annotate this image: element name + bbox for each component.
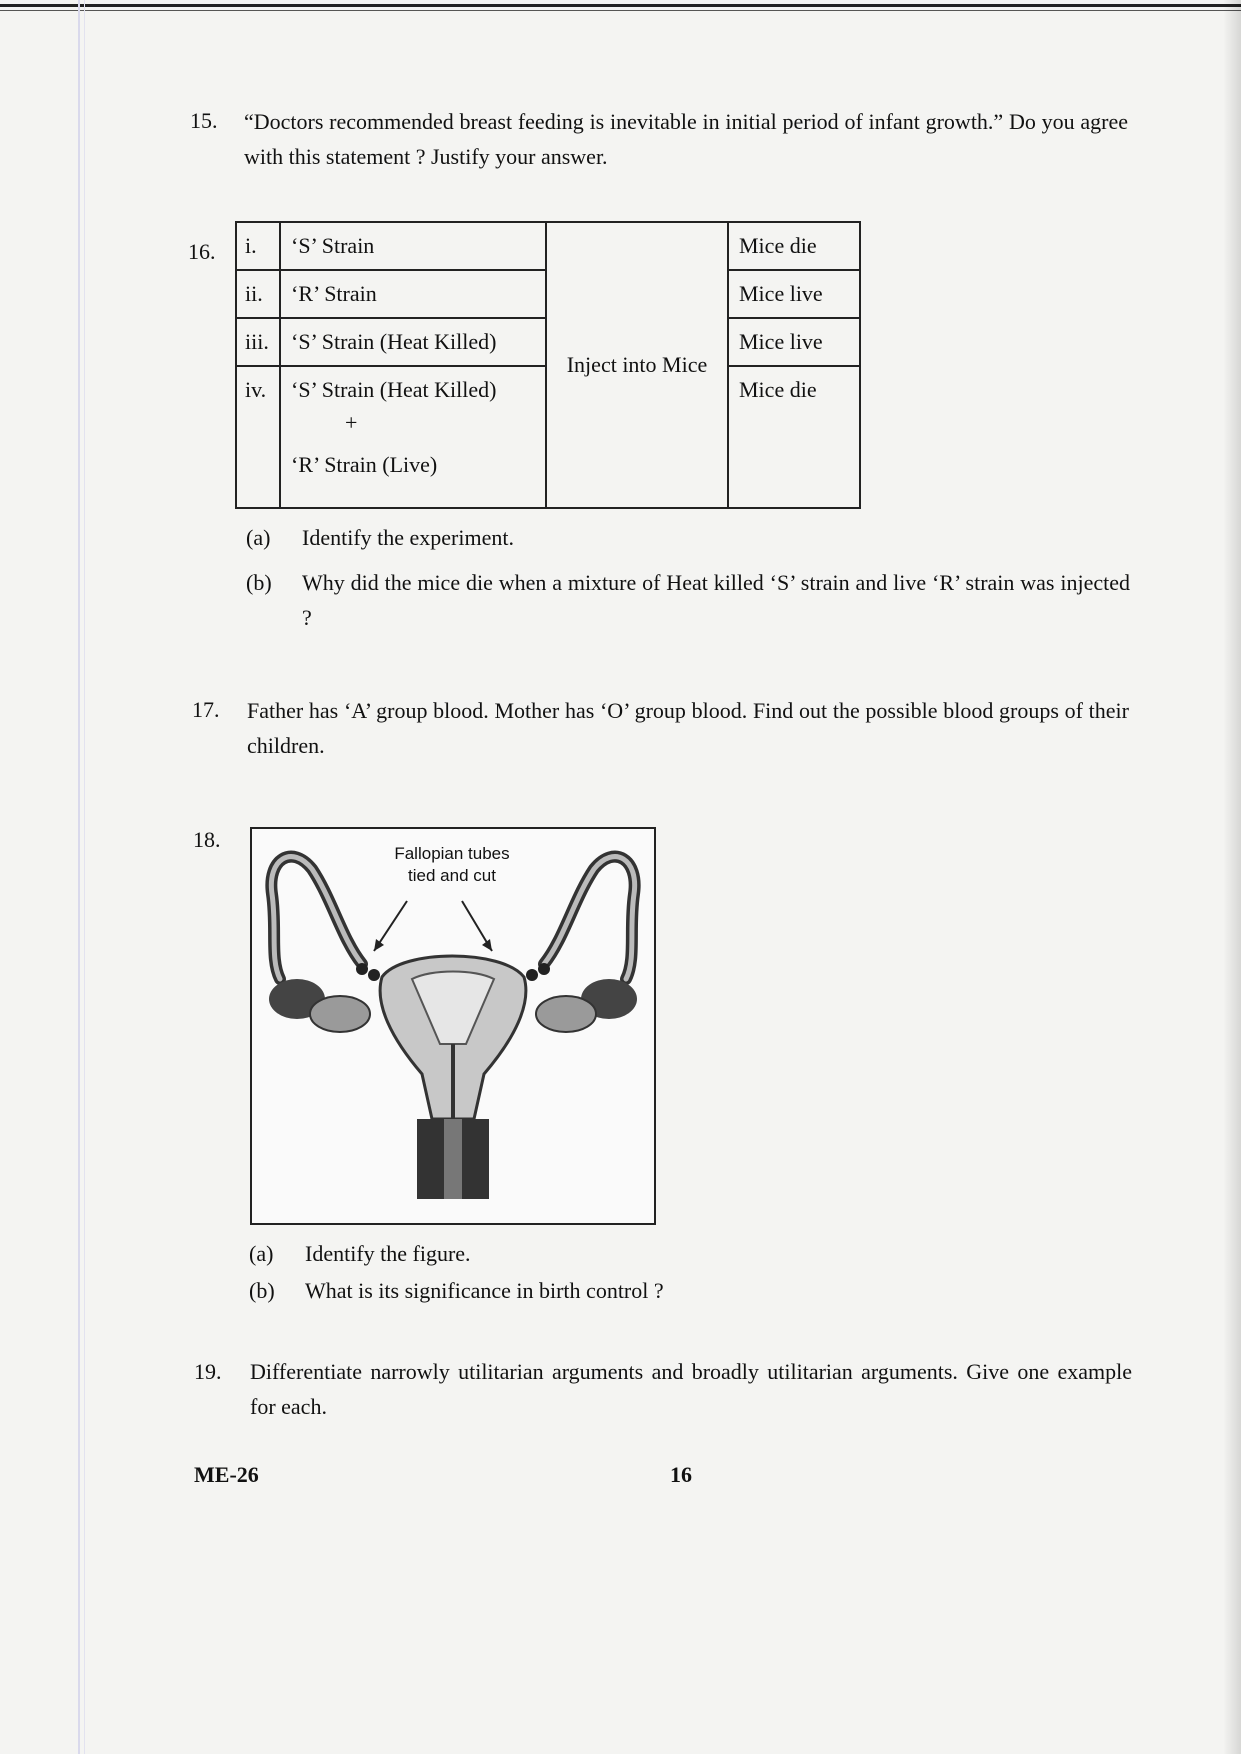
row-index: ii.	[236, 270, 280, 318]
left-tie-knot	[356, 963, 368, 975]
q16-b-text: Why did the mice die when a mixture of Heat killed ‘S’ strain and live ‘R’ strain was injected ?	[302, 570, 1130, 630]
strain-live: ‘R’ Strain (Live)	[291, 452, 438, 477]
q15-number: 15.	[190, 108, 218, 133]
figure-label	[382, 843, 522, 887]
margin-line	[78, 0, 80, 1754]
q17-number: 17.	[192, 697, 220, 722]
plus-sign: +	[345, 410, 358, 435]
left-ovary	[310, 996, 370, 1032]
row-index: i.	[236, 222, 280, 270]
figure-label-line2: tied and cut	[408, 866, 496, 885]
q18-b-text: What is its significance in birth control ?	[305, 1278, 664, 1303]
result-cell: Mice live	[728, 318, 860, 366]
q16-number: 16.	[188, 239, 216, 264]
strain-cell-combined	[280, 366, 546, 508]
top-rule	[0, 4, 1241, 7]
q19-number: 19.	[194, 1359, 222, 1384]
q18-a-text: Identify the figure.	[305, 1241, 471, 1266]
q16-a-text: Identify the experiment.	[302, 525, 514, 550]
page-edge-shadow	[1223, 0, 1241, 1754]
inject-label: Inject into Mice	[566, 352, 708, 377]
result-cell: Mice die	[728, 222, 860, 270]
top-rule-thin	[0, 10, 1241, 11]
q18-a-label: (a)	[249, 1241, 274, 1266]
reproductive-system-diagram	[252, 829, 654, 1223]
q18-sub-b	[249, 1273, 664, 1308]
page-number: 16	[670, 1462, 692, 1487]
figure-label-line1: Fallopian tubes	[394, 844, 510, 863]
strain-cell: ‘S’ Strain (Heat Killed)	[280, 318, 546, 366]
q18-sub-a	[249, 1236, 471, 1271]
strain-cell: ‘S’ Strain	[280, 222, 546, 270]
q17-text: Father has ‘A’ group blood. Mother has ‘O’ group blood. Find out the possible blood groups of their children.	[247, 698, 1129, 758]
q18-number: 18.	[193, 827, 221, 852]
result-cell: Mice die	[728, 366, 860, 508]
inject-cell	[546, 222, 728, 508]
experiment-table	[235, 221, 861, 509]
q15-text: “Doctors recommended breast feeding is inevitable in initial period of infant growth.” Do you agree with this statement ? Justify your answer.	[244, 109, 1128, 169]
strain-cell: ‘R’ Strain	[280, 270, 546, 318]
row-index: iv.	[236, 366, 280, 508]
q16-sub-b	[246, 565, 1130, 635]
strain-heat-killed: ‘S’ Strain (Heat Killed)	[291, 377, 497, 402]
margin-line-2	[84, 0, 85, 1754]
right-tie-knot	[538, 963, 550, 975]
q18-b-label: (b)	[249, 1278, 275, 1303]
table-row	[236, 222, 860, 270]
q16-b-label: (b)	[246, 570, 272, 595]
paper-code: ME-26	[194, 1462, 259, 1487]
q16-sub-a	[246, 520, 514, 555]
tubectomy-figure	[250, 827, 656, 1225]
right-ovary	[536, 996, 596, 1032]
row-index: iii.	[236, 318, 280, 366]
q19-text: Differentiate narrowly utilitarian arguments and broadly utilitarian arguments. Give one example for each.	[250, 1359, 1132, 1419]
result-cell: Mice live	[728, 270, 860, 318]
q16-a-label: (a)	[246, 525, 271, 550]
